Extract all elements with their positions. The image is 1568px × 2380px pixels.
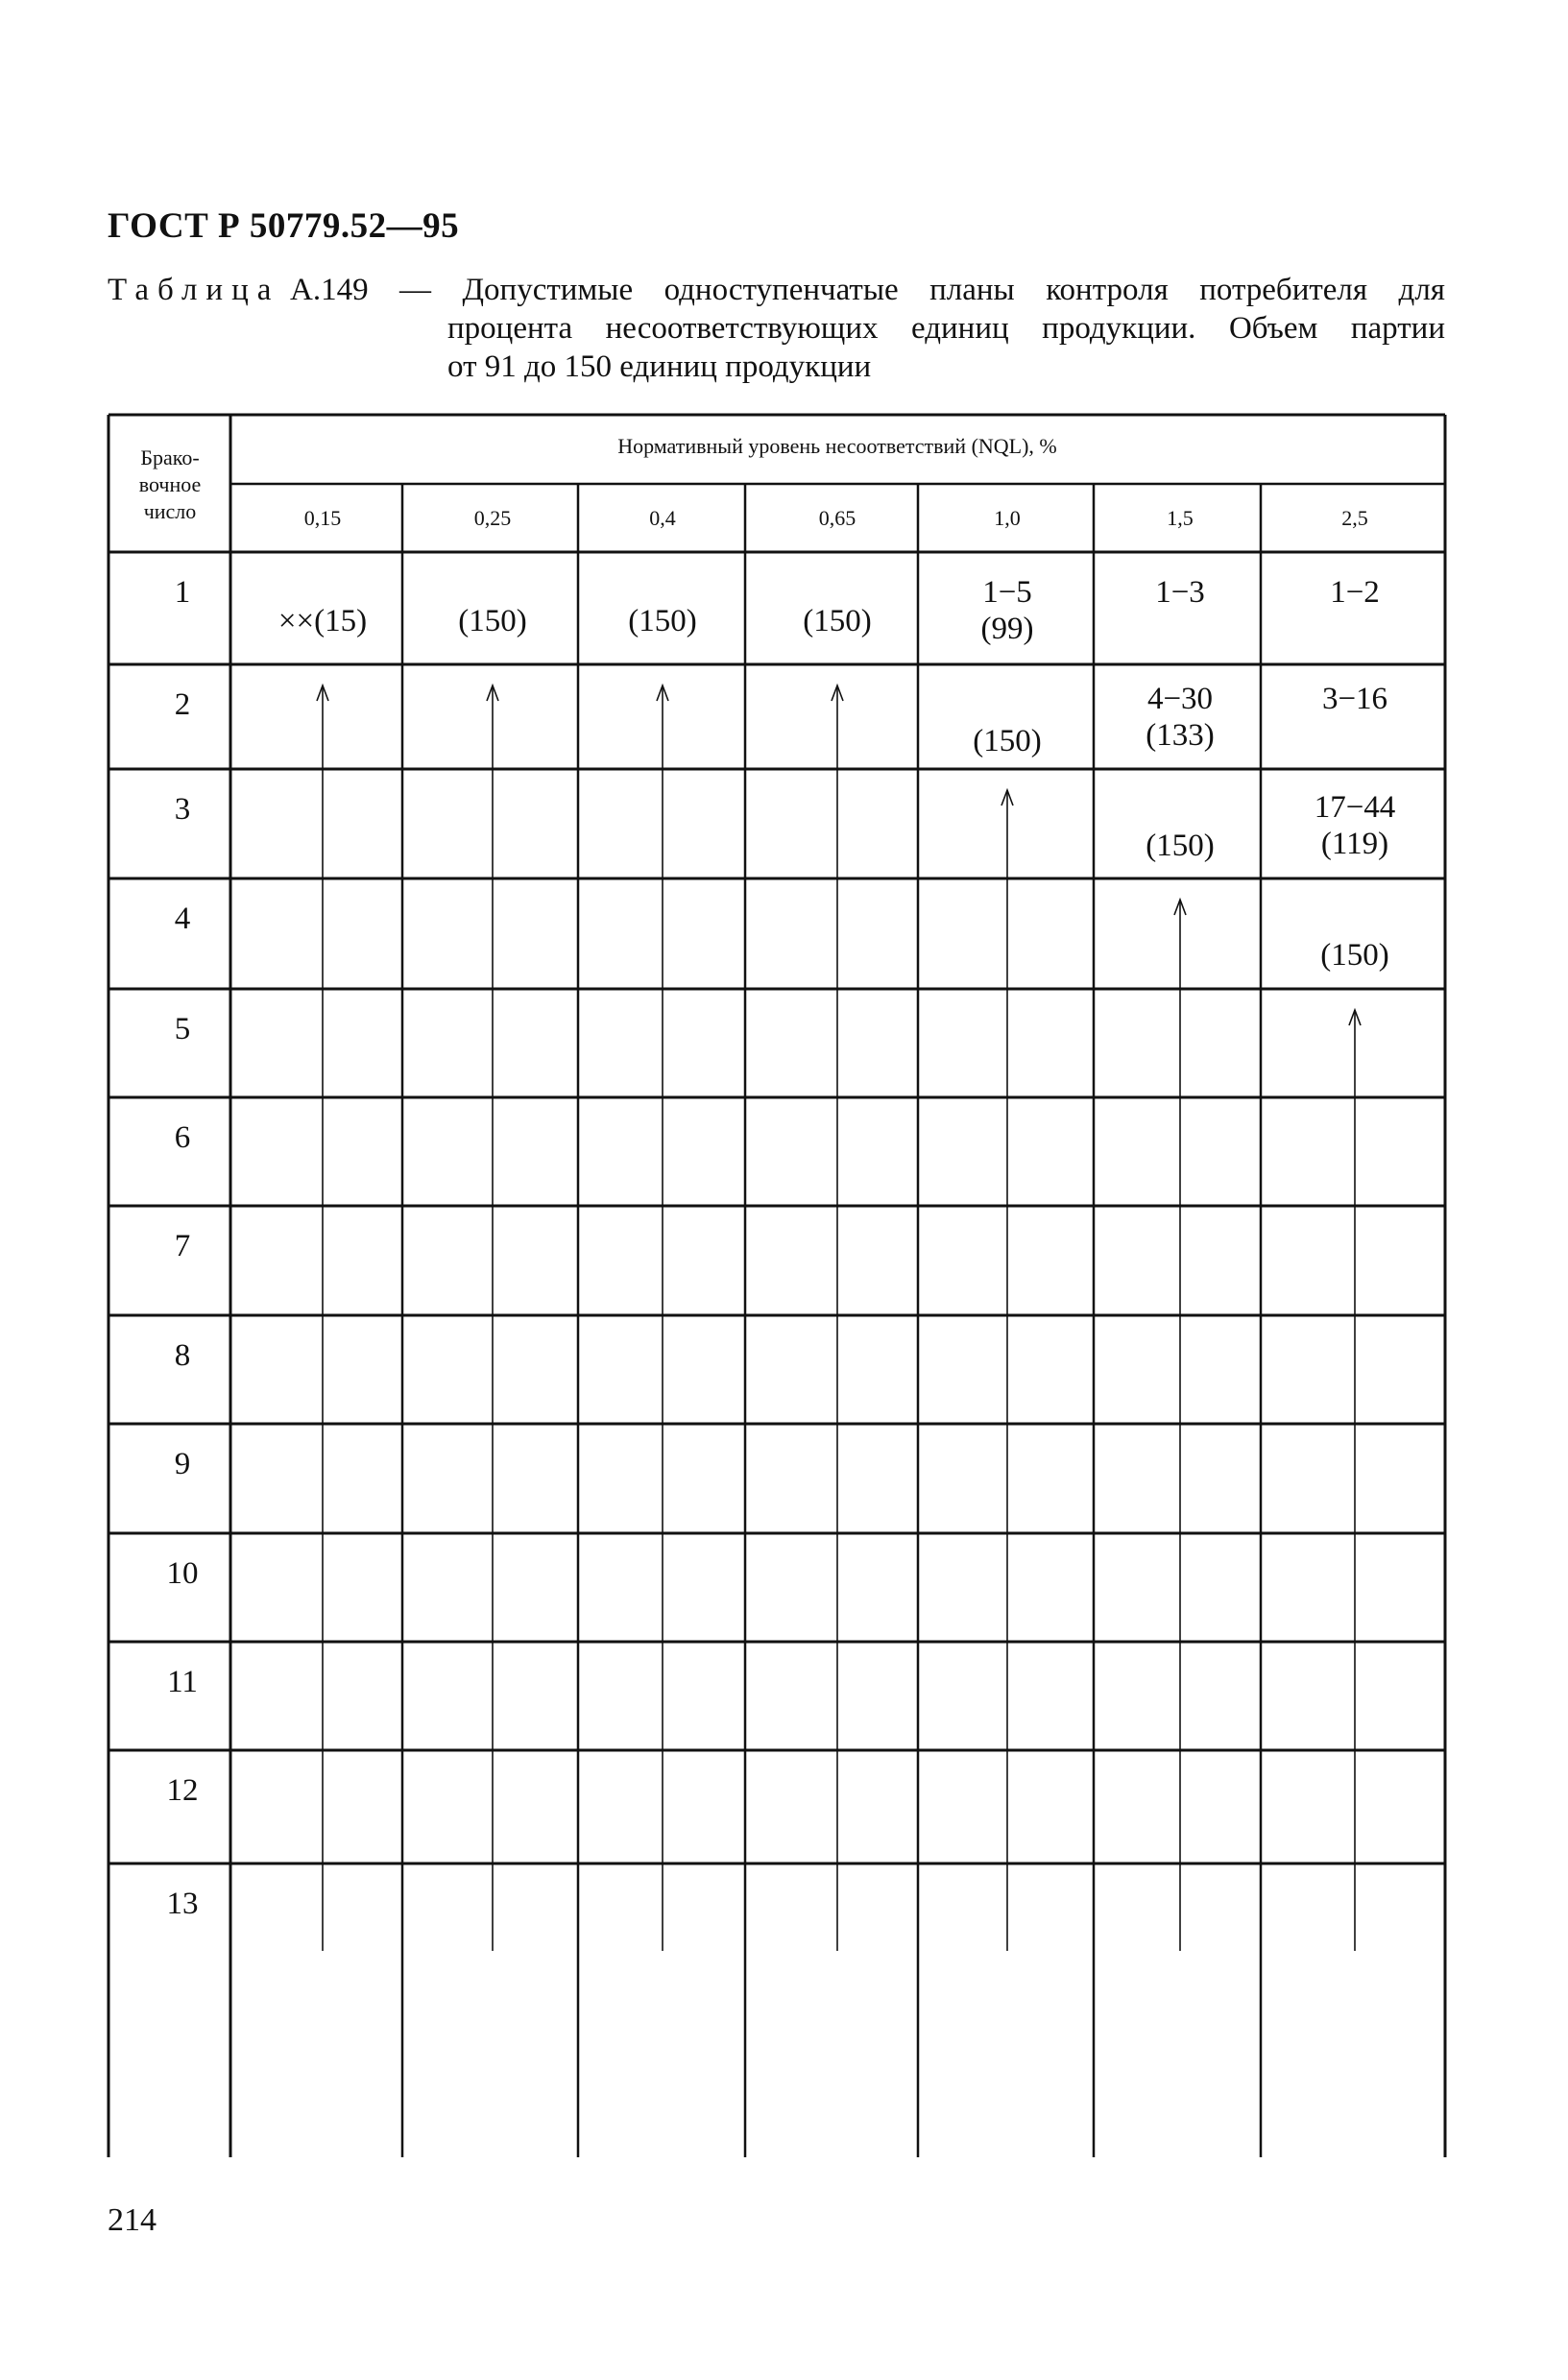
plan-cell-value: 3−16 <box>1321 682 1388 716</box>
table-caption-line-1: А.149 — Допустимые одноступенчатые планы контроля потребителя для <box>290 273 1445 307</box>
column-header-nql: 2,5 <box>1341 506 1368 530</box>
plan-cell-value: 1−5 <box>982 575 1032 610</box>
column-header-nql: 1,0 <box>994 506 1021 530</box>
rejection-number: 5 <box>174 1012 191 1046</box>
document-number: ГОСТ Р 50779.52—95 <box>108 206 460 246</box>
table-caption-label: Таблица <box>108 273 280 307</box>
continuation-arrow-icon <box>487 685 498 1951</box>
row-header-label: Брако- <box>140 445 200 469</box>
plan-cell-value: (150) <box>1320 938 1389 973</box>
page-number: 214 <box>108 2202 157 2238</box>
plan-cell-value: 4−30 <box>1146 682 1214 716</box>
plan-cell-value: (150) <box>803 604 872 638</box>
rejection-number: 10 <box>166 1556 199 1591</box>
nql-group-header: Нормативный уровень несоответствий (NQL), % <box>617 434 1057 458</box>
rejection-number: 9 <box>174 1447 191 1481</box>
continuation-arrow-icon <box>317 685 328 1951</box>
column-header-nql: 0,65 <box>818 506 856 530</box>
table-caption-line-3: от 91 до 150 единиц продукции <box>447 349 872 384</box>
plan-cell-value: 1−3 <box>1155 575 1205 610</box>
rejection-number: 12 <box>166 1773 199 1808</box>
row-header-label: число <box>143 499 197 523</box>
plan-cell-value: (119) <box>1320 827 1389 861</box>
column-header-nql: 0,15 <box>303 506 342 530</box>
plan-cell-value: (99) <box>980 612 1034 646</box>
continuation-arrow-icon <box>832 685 843 1951</box>
column-header-nql: 0,25 <box>473 506 512 530</box>
rejection-number: 7 <box>174 1229 191 1263</box>
plan-cell-value: ××(15) <box>277 604 368 638</box>
rejection-number: 6 <box>174 1120 191 1155</box>
column-header-nql: 0,4 <box>649 506 676 530</box>
rejection-number: 2 <box>174 687 191 722</box>
rejection-number: 1 <box>174 575 191 610</box>
rejection-number: 11 <box>167 1665 198 1699</box>
rejection-number: 3 <box>174 792 191 827</box>
continuation-arrow-icon <box>1001 790 1013 1951</box>
continuation-arrow-icon <box>1349 1010 1361 1951</box>
row-header-label: вочное <box>138 472 202 496</box>
rejection-number: 13 <box>166 1887 199 1921</box>
continuation-arrow-icon <box>657 685 668 1951</box>
plan-cell-value: 1−2 <box>1330 575 1380 610</box>
plan-cell-value: (133) <box>1146 718 1215 753</box>
plan-cell-value: 17−44 <box>1314 790 1396 825</box>
table-caption-line-2: процента несоответствующих единиц продукции. Объем партии <box>447 311 1445 346</box>
rejection-number: 8 <box>174 1338 191 1373</box>
plan-cell-value: (150) <box>458 604 527 638</box>
rejection-number: 4 <box>174 902 191 936</box>
plan-cell-value: (150) <box>628 604 697 638</box>
plan-cell-value: (150) <box>1146 829 1215 863</box>
column-header-nql: 1,5 <box>1167 506 1194 530</box>
plan-cell-value: (150) <box>973 724 1042 758</box>
